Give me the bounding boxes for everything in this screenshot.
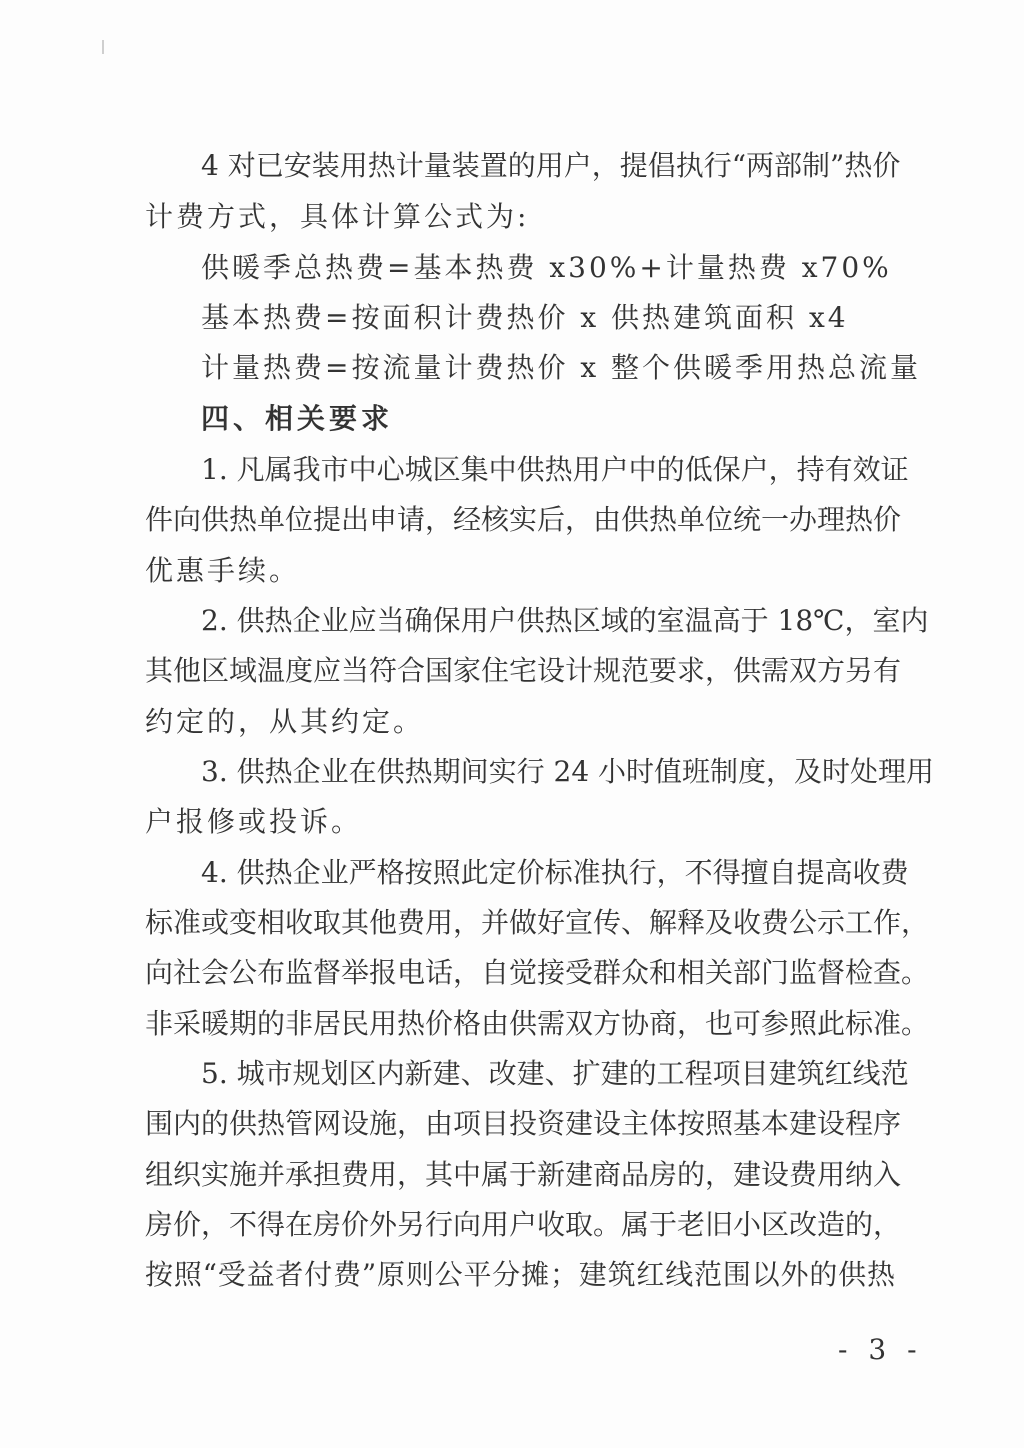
text-line: 5. 城市规划区内新建、改建、扩建的工程项目建筑红线范 [201, 1057, 909, 1090]
text-line: 标准或变相收取其他费用，并做好宣传、解释及收费公示工作， [145, 906, 930, 939]
section-heading: 四、相关要求 [201, 402, 394, 435]
formula-line: 计量热费=按流量计费热价 x 整个供暖季用热总流量 [201, 351, 922, 384]
text-line: 计费方式，具体计算公式为: [145, 200, 530, 233]
formula-line: 供暖季总热费=基本热费 x30%+计量热费 x70% [201, 251, 892, 284]
text-line: 向社会公布监督举报电话，自觉接受群众和相关部门监督检查。 [145, 956, 930, 989]
text-line: 房价，不得在房价外另行向用户收取。属于老旧小区改造的， [145, 1208, 902, 1241]
text-line: 2. 供热企业应当确保用户供热区域的室温高于 18℃，室内 [201, 604, 929, 637]
text-line: 优惠手续。 [145, 554, 301, 587]
formula-line: 基本热费=按面积计费热价 x 供热建筑面积 x4 [201, 301, 849, 334]
text-line: 围内的供热管网设施，由项目投资建设主体按照基本建设程序 [145, 1107, 902, 1140]
text-line: 其他区域温度应当符合国家住宅设计规范要求，供需双方另有 [145, 654, 902, 687]
text-line: 户报修或投诉。 [145, 805, 363, 838]
text-line: 按照“受益者付费”原则公平分摊；建筑红线范围以外的供热 [145, 1258, 895, 1291]
text-line: 非采暖期的非居民用热价格由供需双方协商，也可参照此标准。 [145, 1007, 930, 1040]
page-number: - 3 - [838, 1333, 923, 1366]
text-line: 4 对已安装用热计量装置的用户，提倡执行“两部制”热价 [201, 149, 901, 182]
text-line: 组织实施并承担费用，其中属于新建商品房的，建设费用纳入 [145, 1158, 902, 1191]
text-line: 件向供热单位提出申请，经核实后，由供热单位统一办理热价 [145, 503, 902, 536]
text-line: 4. 供热企业严格按照此定价标准执行，不得擅自提高收费 [201, 856, 909, 889]
text-line: 1. 凡属我市中心城区集中供热用户中的低保户，持有效证 [201, 453, 909, 486]
text-line: 约定的，从其约定。 [145, 705, 425, 738]
text-line: 3. 供热企业在供热期间实行 24 小时值班制度，及时处理用 [201, 755, 935, 788]
scan-mark [102, 40, 104, 54]
